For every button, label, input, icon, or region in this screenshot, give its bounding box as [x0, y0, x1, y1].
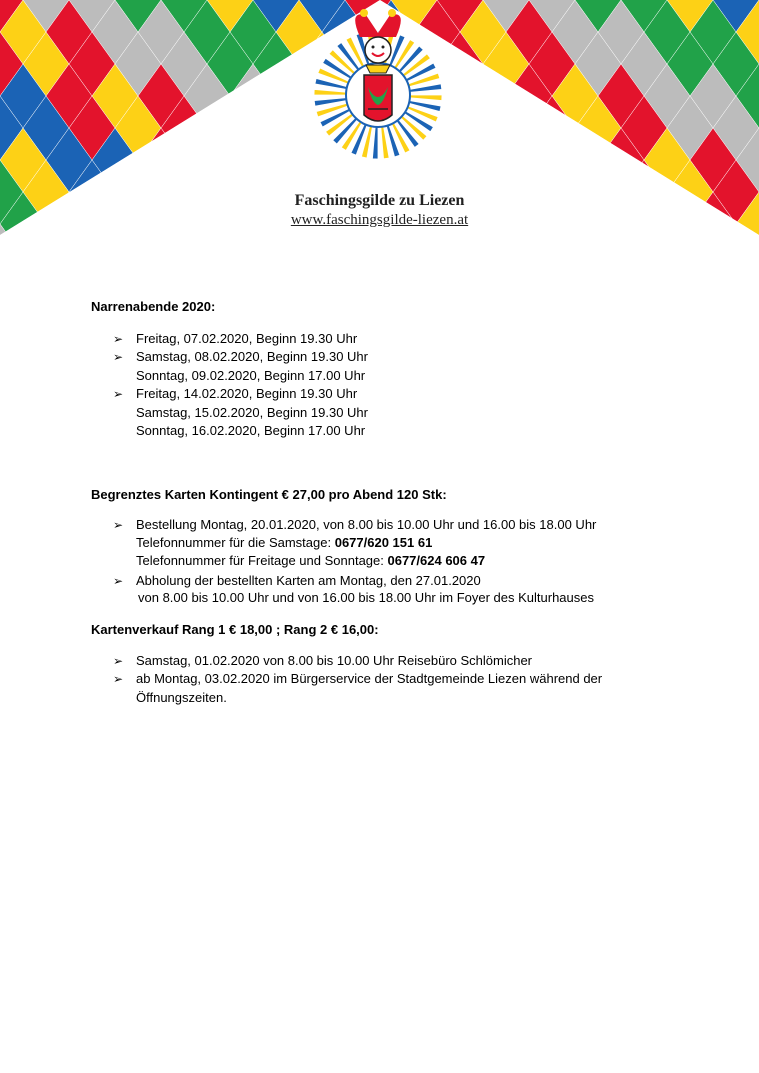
list-item: Samstag, 01.02.2020 von 8.00 bis 10.00 Uhr Reisebüro Schlömicher: [136, 653, 533, 668]
section-heading-kontingent: Begrenztes Karten Kontingent € 27,00 pro Abend 120 Stk:: [91, 487, 447, 502]
bullet-arrow-icon: ➢: [113, 350, 124, 364]
pickup-line: Abholung der bestellten Karten am Montag, den 27.01.2020: [136, 573, 481, 588]
pickup-time-line: von 8.00 bis 10.00 Uhr und von 16.00 bis 18.00 Uhr im Foyer des Kulturhauses: [138, 590, 594, 605]
bullet-arrow-icon: ➢: [113, 518, 124, 532]
bullet-arrow-icon: ➢: [113, 654, 124, 668]
section-heading-narrenabende: Narrenabende 2020:: [91, 299, 216, 314]
bullet-arrow-icon: ➢: [113, 387, 124, 401]
bullet-arrow-icon: ➢: [113, 574, 124, 588]
list-item: Freitag, 07.02.2020, Beginn 19.30 Uhr: [136, 331, 358, 346]
org-name: Faschingsgilde zu Liezen: [294, 192, 465, 209]
list-item: Samstag, 15.02.2020, Beginn 19.30 Uhr: [136, 405, 368, 420]
bullet-arrow-icon: ➢: [113, 332, 124, 346]
list-item: Freitag, 14.02.2020, Beginn 19.30 Uhr: [136, 386, 358, 401]
section-heading-kartenverkauf: Kartenverkauf Rang 1 € 18,00 ; Rang 2 € 16,00:: [91, 622, 379, 637]
phone-fri-sun-line: Telefonnummer für Freitage und Sonntage: 0677/624 606 47: [136, 553, 486, 568]
phone-saturday: 0677/620 151 61: [334, 535, 433, 550]
list-item-continued: Öffnungszeiten.: [136, 690, 227, 705]
phone-saturday-line: Telefonnummer für die Samstage: 0677/620 151 61: [136, 535, 433, 550]
list-item: Sonntag, 09.02.2020, Beginn 17.00 Uhr: [136, 368, 366, 383]
org-url-link[interactable]: www.faschingsgilde-liezen.at: [290, 212, 469, 228]
order-line: Bestellung Montag, 20.01.2020, von 8.00 bis 10.00 Uhr und 16.00 bis 18.00 Uhr: [136, 517, 597, 532]
list-item: Sonntag, 16.02.2020, Beginn 17.00 Uhr: [136, 423, 366, 438]
phone-fri-sun: 0677/624 606 47: [387, 553, 486, 568]
list-item: ab Montag, 03.02.2020 im Bürgerservice der Stadtgemeinde Liezen während der: [136, 671, 603, 686]
bullet-arrow-icon: ➢: [113, 672, 124, 686]
list-item: Samstag, 08.02.2020, Beginn 19.30 Uhr: [136, 349, 368, 364]
